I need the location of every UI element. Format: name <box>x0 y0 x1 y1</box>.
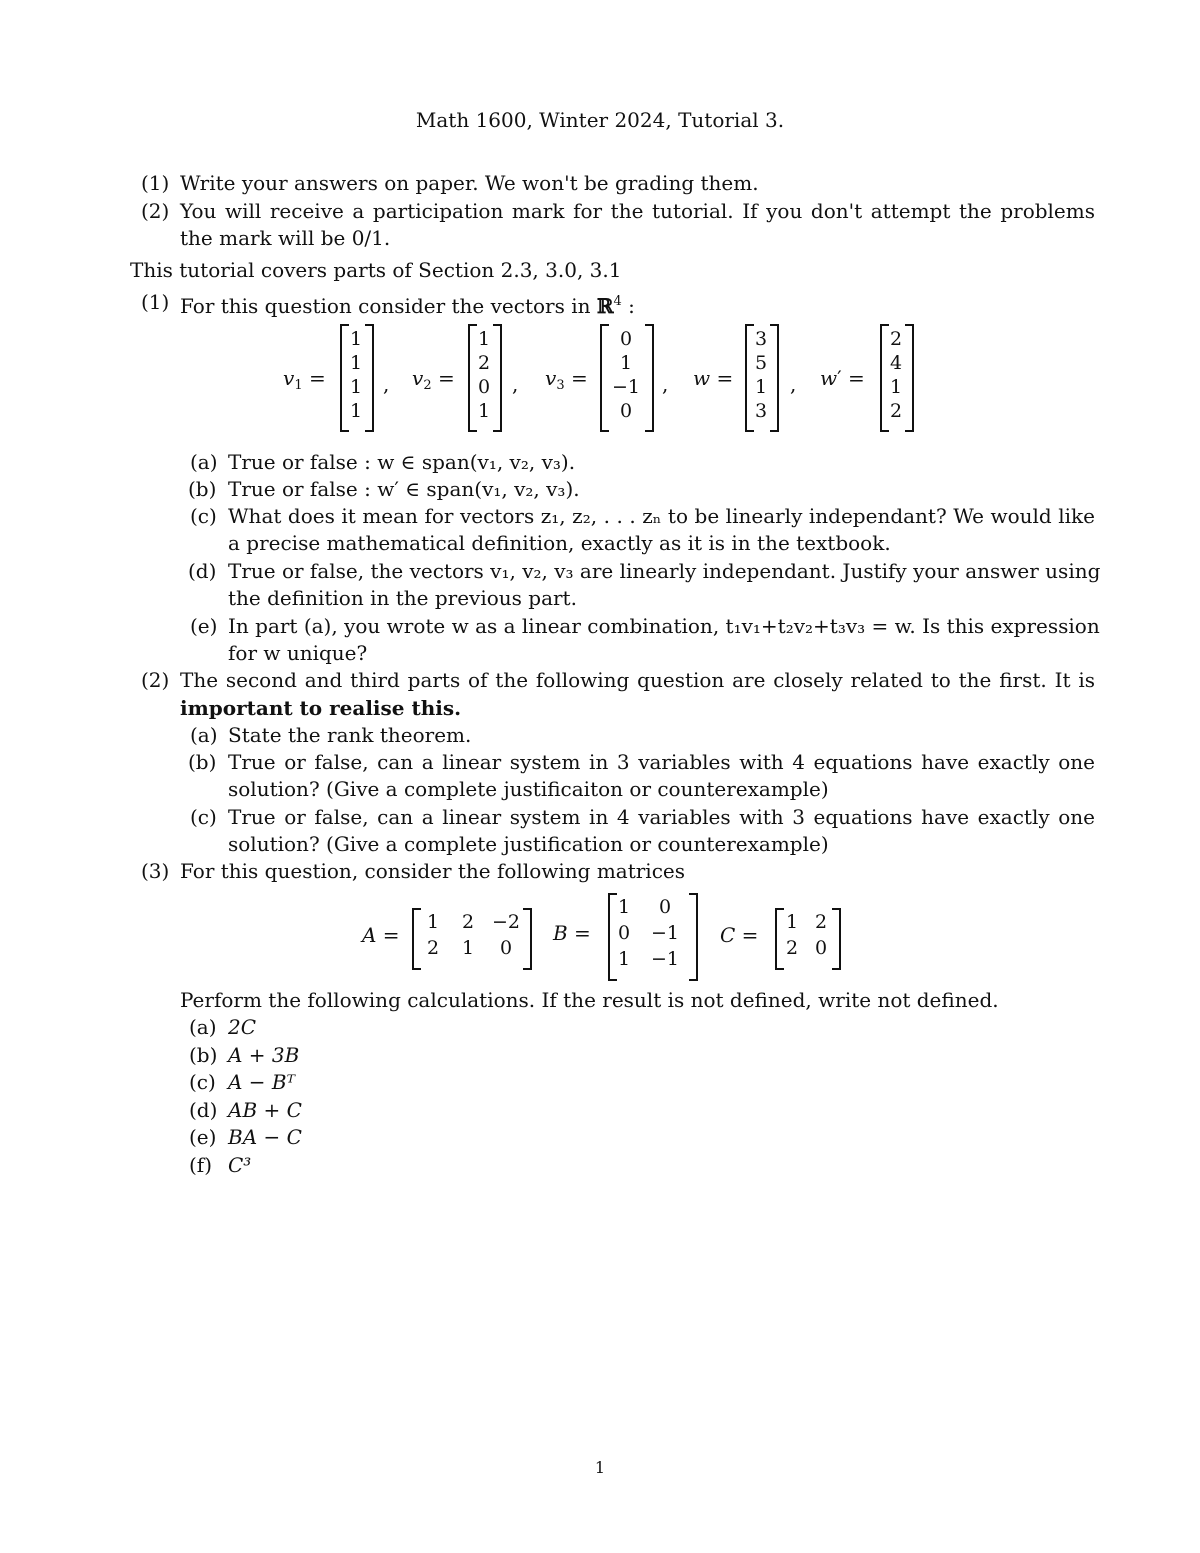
vector-entry: 1 <box>349 328 363 350</box>
vector-separator-comma: , <box>383 372 390 396</box>
instruction-1-number: (1) <box>141 171 170 195</box>
question-3-instruction: Perform the following calculations. If the result is not defined, write not defined. <box>180 988 999 1012</box>
q1-part-e-line1: In part (a), you wrote w as a linear combination, t₁v₁+t₂v₂+t₃v₃ = w. Is this expression <box>228 614 1100 638</box>
vector-entry: 3 <box>754 400 768 422</box>
question-2-line1: The second and third parts of the following question are closely related to the first. It is <box>180 668 1095 692</box>
vector-entry: 1 <box>619 352 633 374</box>
q1-part-c-line2: a precise mathematical definition, exactly as it is in the textbook. <box>228 531 891 555</box>
vector-entry: 2 <box>477 352 491 374</box>
question-1-colon: : <box>628 294 635 318</box>
matrix-entry: 1 <box>617 896 631 918</box>
vector-subscript: 1 <box>294 378 303 393</box>
q1-part-d-label: (d) <box>188 559 217 583</box>
q2-part-c-line2: solution? (Give a complete justification or counterexample) <box>228 832 829 856</box>
matrix-entry: 2 <box>814 911 828 933</box>
q3-part-expression: A − Bᵀ <box>228 1070 296 1094</box>
vector-entry: 3 <box>754 328 768 350</box>
vector-entry: 1 <box>349 352 363 374</box>
vector-label-v1 <box>283 366 326 393</box>
q3-part-label: (d) <box>189 1097 218 1122</box>
q2-part-c-line1: True or false, can a linear system in 4 variables with 3 equations have exactly one <box>228 805 1095 829</box>
q3-part-label: (e) <box>189 1125 217 1149</box>
coverage-note: This tutorial covers parts of Section 2.3, 3.0, 3.1 <box>130 258 622 282</box>
real-space-symbol: ℝ <box>596 294 614 318</box>
equals-sign: = <box>564 366 588 390</box>
prime-mark: ′ <box>837 366 842 390</box>
matrix-entry: 2 <box>785 937 799 959</box>
vector-label-wprime <box>820 366 865 390</box>
vector-subscript: 3 <box>556 378 565 393</box>
q2-part-a-text: State the rank theorem. <box>228 723 472 747</box>
vector-symbol: v <box>545 366 557 390</box>
page-title: Math 1600, Winter 2024, Tutorial 3. <box>415 108 785 132</box>
q3-part-expression: 2C <box>228 1015 257 1039</box>
q1-part-d-line1: True or false, the vectors v₁, v₂, v₃ are linearly independant. Justify your answer using <box>228 559 1101 583</box>
vector-entry: 4 <box>889 352 903 374</box>
vector-entry: 2 <box>889 328 903 350</box>
q2-part-b-label: (b) <box>188 750 217 774</box>
vector-entry: −1 <box>611 376 640 398</box>
equals-sign: = <box>841 366 865 390</box>
matrix-entry: 0 <box>499 937 513 959</box>
q1-part-c-label: (c) <box>190 504 217 528</box>
vector-label-v3 <box>545 366 588 393</box>
q2-part-c-label: (c) <box>190 805 217 829</box>
matrix-entry: −2 <box>491 911 520 933</box>
vector-entry: 0 <box>619 328 633 350</box>
real-space-dimension: 4 <box>613 294 622 309</box>
vector-symbol: w <box>820 366 838 390</box>
vector-entry: 1 <box>754 376 768 398</box>
matrix-entry: 0 <box>658 896 672 918</box>
vector-entry: 1 <box>477 400 491 422</box>
vector-label-w <box>693 366 733 390</box>
question-3-number: (3) <box>141 859 170 883</box>
matrix-entry: −1 <box>650 922 679 944</box>
question-2-number: (2) <box>141 668 170 692</box>
vector-label-v2 <box>412 366 455 393</box>
q1-part-b-text: True or false : w′ ∈ span(v₁, v₂, v₃). <box>228 477 580 501</box>
matrix-entry: 2 <box>426 937 440 959</box>
vector-entry: 1 <box>889 376 903 398</box>
vector-symbol: w <box>693 366 711 390</box>
q3-part-label: (a) <box>189 1015 217 1039</box>
equals-sign: = <box>302 366 326 390</box>
question-3-intro: For this question, consider the following matrices <box>180 859 685 883</box>
matrix-entry: 1 <box>785 911 799 933</box>
q3-part-label: (c) <box>189 1070 216 1094</box>
vector-symbol: v <box>412 366 424 390</box>
matrix-symbol: C <box>720 923 736 947</box>
matrix-label-A <box>362 923 400 947</box>
q1-part-d-line2: the definition in the previous part. <box>228 586 577 610</box>
matrix-entry: 0 <box>617 922 631 944</box>
matrix-entry: 1 <box>617 948 631 970</box>
matrix-symbol: A <box>362 923 377 947</box>
vector-entry: 2 <box>889 400 903 422</box>
q1-part-b-label: (b) <box>188 477 217 501</box>
question-1-intro-text: For this question consider the vectors in <box>180 294 591 318</box>
vector-entry: 1 <box>349 400 363 422</box>
matrix-entry: 0 <box>814 937 828 959</box>
q2-part-a-label: (a) <box>190 723 218 747</box>
q2-part-b-line1: True or false, can a linear system in 3 variables with 4 equations have exactly one <box>228 750 1095 774</box>
vector-entry: 0 <box>619 400 633 422</box>
equals-sign: = <box>710 366 734 390</box>
q1-part-c-line1: What does it mean for vectors z₁, z₂, . . . zₙ to be linearly independant? We would like <box>228 504 1095 528</box>
vector-separator-comma: , <box>512 372 519 396</box>
q3-part-label: (b) <box>189 1042 218 1067</box>
vector-subscript: 2 <box>423 378 432 393</box>
instruction-2-line1: You will receive a participation mark for the tutorial. If you don't attempt the problems <box>180 199 1095 223</box>
matrix-entry: −1 <box>650 948 679 970</box>
vector-entry: 1 <box>477 328 491 350</box>
equals-sign: = <box>735 923 759 947</box>
q3-part-label: (f) <box>189 1152 213 1177</box>
instruction-2-line2: the mark will be 0/1. <box>180 226 391 250</box>
vector-entry: 0 <box>477 376 491 398</box>
q1-part-e-line2: for w unique? <box>228 641 368 665</box>
page-number: 1 <box>594 1458 606 1477</box>
q1-part-a-label: (a) <box>190 450 218 474</box>
vector-entry: 1 <box>349 376 363 398</box>
q3-part-expression: AB + C <box>228 1097 302 1122</box>
q1-part-a-text: True or false : w ∈ span(v₁, v₂, v₃). <box>228 450 576 474</box>
equals-sign: = <box>376 923 400 947</box>
matrix-symbol: B <box>553 921 568 945</box>
question-1-number: (1) <box>141 290 170 314</box>
matrix-entry: 1 <box>461 937 475 959</box>
question-2-line2: important to realise this. <box>180 696 462 720</box>
q3-part-expression: C³ <box>228 1152 252 1177</box>
matrix-label-C <box>720 923 758 947</box>
instruction-1-text: Write your answers on paper. We won't be grading them. <box>180 171 759 195</box>
instruction-2-number: (2) <box>141 199 170 223</box>
vector-separator-comma: , <box>662 372 669 396</box>
q1-part-e-label: (e) <box>190 614 218 638</box>
matrix-entry: 2 <box>461 911 475 933</box>
matrix-label-B <box>553 921 591 945</box>
question-1-intro <box>180 290 635 318</box>
q2-part-b-line2: solution? (Give a complete justificaiton or counterexample) <box>228 777 829 801</box>
q3-part-expression: A + 3B <box>228 1042 300 1067</box>
vector-entry: 5 <box>754 352 768 374</box>
equals-sign: = <box>431 366 455 390</box>
q3-part-expression: BA − C <box>228 1125 302 1149</box>
vector-symbol: v <box>283 366 295 390</box>
equals-sign: = <box>567 921 591 945</box>
vector-separator-comma: , <box>790 372 797 396</box>
matrix-entry: 1 <box>426 911 440 933</box>
